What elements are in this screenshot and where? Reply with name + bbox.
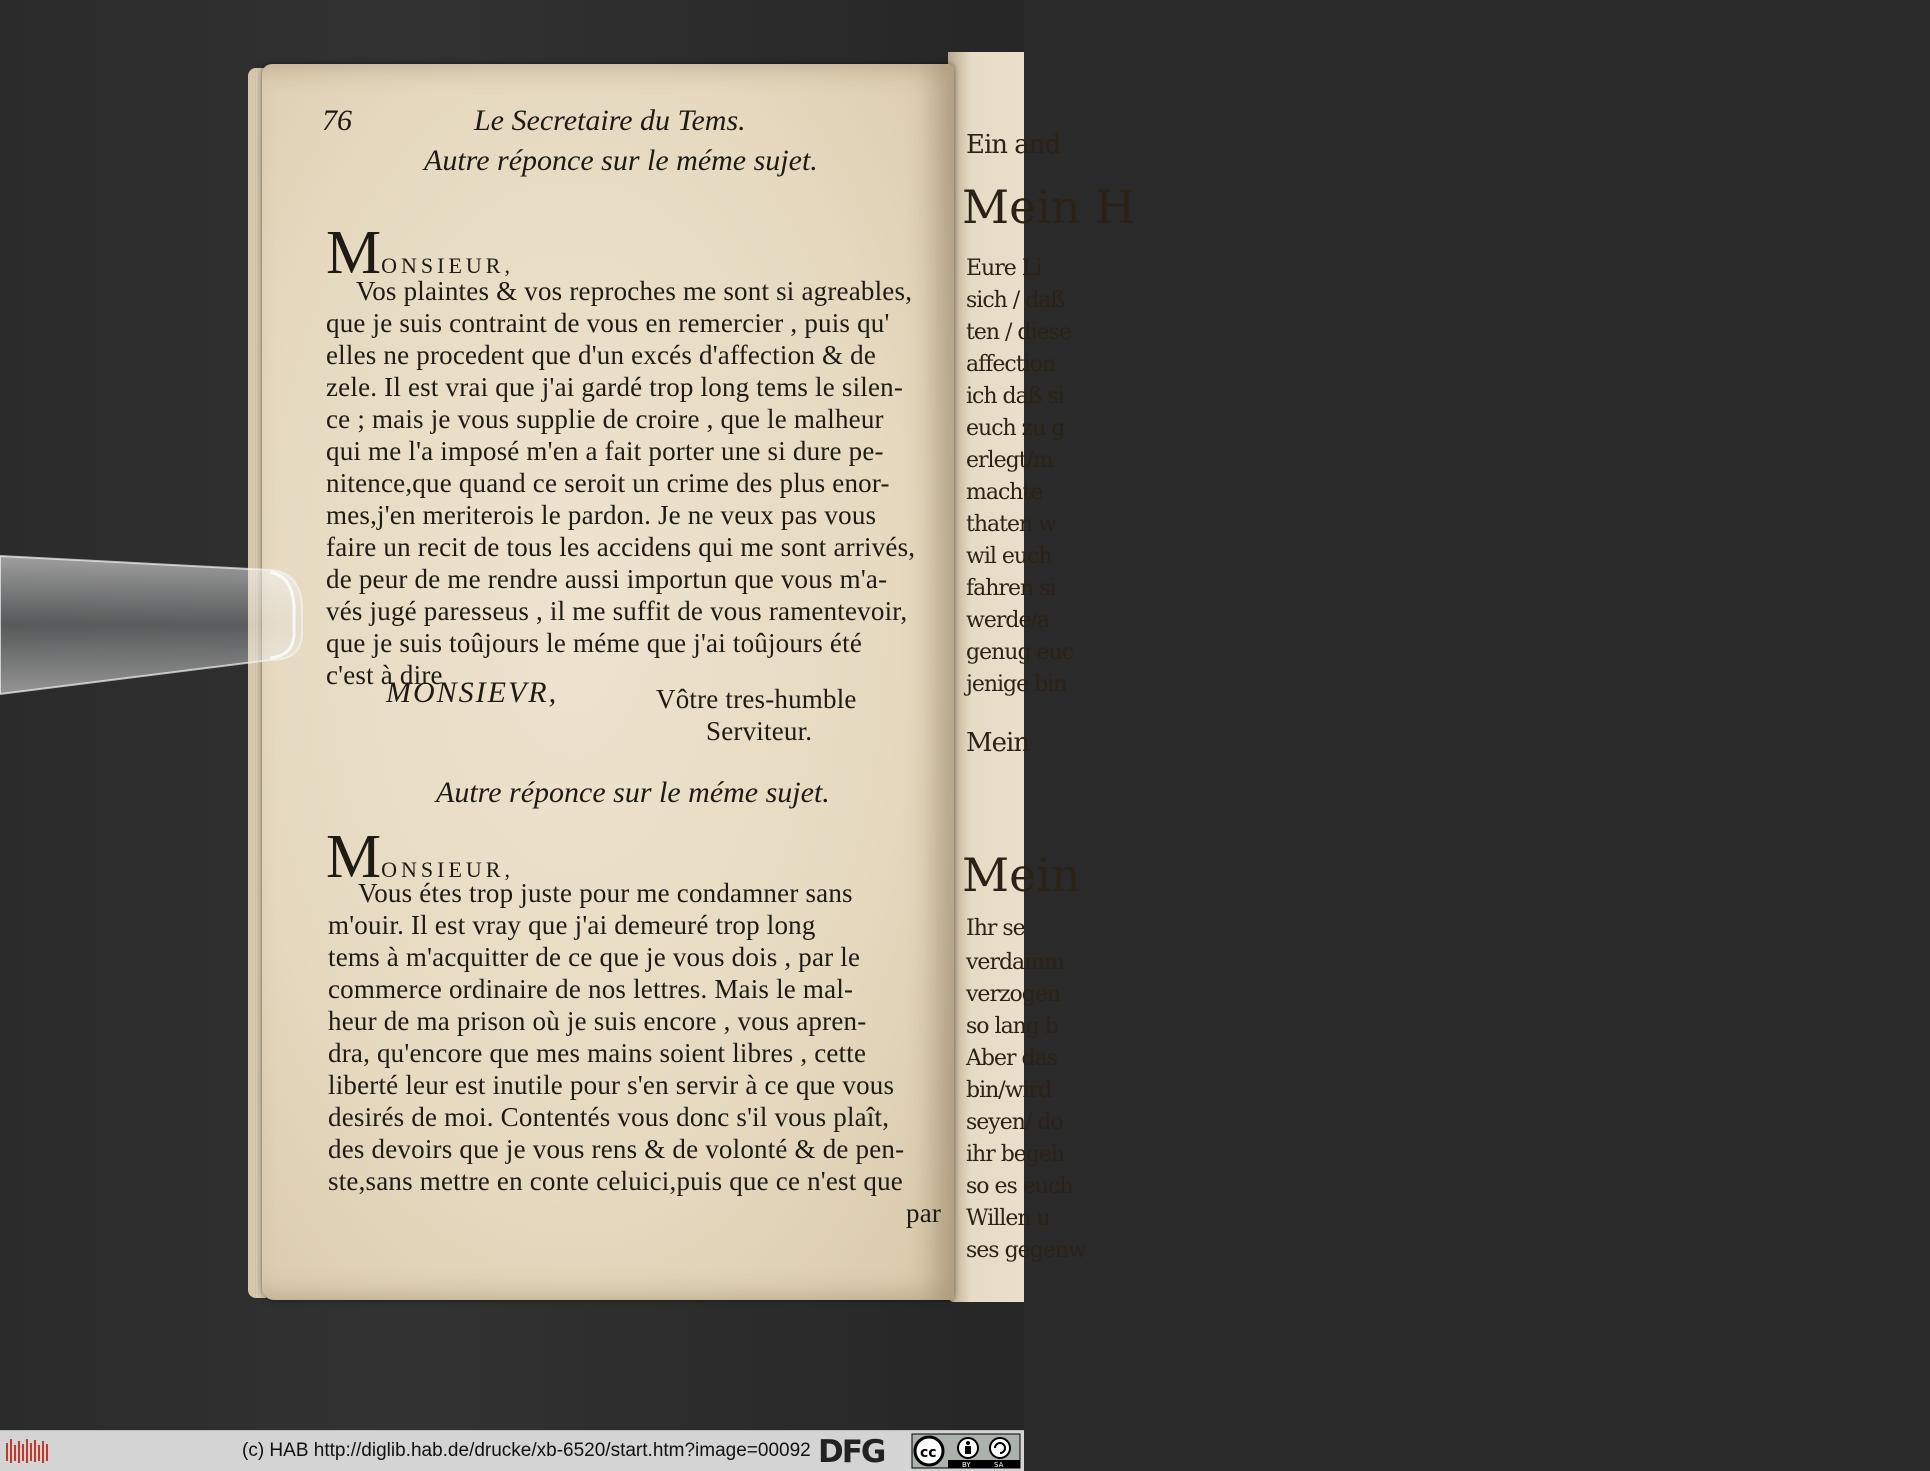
text-line: des devoirs que je vous rens & de volonté & de pen- [328, 1134, 905, 1164]
text-line: zele. Il est vrai que j'ai gardé trop long tems le silen- [326, 372, 904, 402]
facing-line: verzogen [966, 982, 1061, 1007]
text-line: m'ouir. Il est vray que j'ai demeuré trop long [328, 910, 816, 940]
text-line: que je suis toûjours le méme que j'ai toûjours été [326, 628, 862, 658]
salutation-rest: ONSIEUR, [381, 857, 514, 882]
svg-text:cc: cc [920, 1445, 937, 1461]
facing-line: Mein [966, 728, 1030, 758]
text-line: que je suis contraint de vous en remercier , puis qu' [326, 308, 890, 338]
text-line: qui me l'a imposé m'en a fait porter une si dure pe- [326, 436, 884, 466]
footer-bar [0, 1430, 1024, 1471]
cc-by-sa-icon [912, 1434, 1020, 1468]
facing-line: ten / diese [966, 320, 1071, 345]
facing-line: Ein and [966, 130, 1061, 160]
facing-line: so lang b [966, 1014, 1059, 1039]
salutation-rest: ONSIEUR, [381, 253, 514, 278]
text-line: ste,sans mettre en conte celuici,puis que ce n'est que [328, 1166, 903, 1196]
facing-line: so es euch [966, 1174, 1073, 1199]
facing-line: Ihr se [966, 916, 1025, 941]
facing-line: affection [966, 352, 1056, 377]
text-line: dra, qu'encore que mes mains soient libres , cette [328, 1038, 867, 1068]
text-line: commerce ordinaire de nos lettres. Mais le mal- [328, 974, 854, 1004]
facing-line: Mein H [962, 180, 1136, 234]
facing-line: erlegt/m [966, 448, 1053, 473]
facing-line: verdamm [966, 950, 1064, 975]
text-line: desirés de moi. Contentés vous donc s'il vous plaît, [328, 1102, 890, 1132]
facing-line: Mein [962, 848, 1081, 902]
facing-line: euch zu g [966, 416, 1065, 441]
text-line: liberté leur est inutile pour s'en servir à ce que vous [328, 1070, 895, 1100]
running-title: Le Secretaire du Tems. [474, 104, 746, 137]
facing-line: bin/wird [966, 1078, 1052, 1103]
closing-salutation: MONSIEVR, [386, 676, 559, 709]
signature-line: Vôtre tres-humble [656, 684, 857, 714]
catchword: par [906, 1198, 942, 1228]
barcode-logo-icon [6, 1439, 48, 1463]
page-clip [0, 556, 310, 696]
facing-line: ses gegenw [966, 1238, 1086, 1263]
drop-capital: M [326, 823, 382, 891]
facing-line: sich / daß [966, 288, 1065, 313]
facing-line: ihr begeh [966, 1142, 1065, 1167]
signature-line: Serviteur. [706, 716, 813, 746]
text-line: vés jugé paresseus , il me suffit de vous ramentevoir, [326, 596, 908, 626]
facing-line: wil euch [966, 544, 1052, 569]
text-line: nitence,que quand ce seroit un crime des plus enor- [326, 468, 890, 498]
facing-line: werde/a [966, 608, 1049, 633]
facing-line: fahren si [966, 576, 1056, 601]
facing-line: Aber das [966, 1046, 1057, 1071]
text-line: Vos plaintes & vos reproches me sont si agreables, [356, 276, 913, 306]
text-line: de peur de me rendre aussi importun que vous m'a- [326, 564, 888, 594]
letter-heading: Autre réponce sur le méme sujet. [424, 144, 818, 177]
letter-heading: Autre réponce sur le méme sujet. [436, 776, 830, 809]
facing-line: ich daß si [966, 384, 1064, 409]
credit-link[interactable]: (c) HAB http://diglib.hab.de/drucke/xb-6520/start.htm?image=00092 [242, 1440, 811, 1461]
facing-line: machte [966, 480, 1043, 505]
text-line: Vous étes trop juste pour me condamner sans [358, 878, 853, 908]
facing-line: Eure Li [966, 256, 1042, 281]
text-line: mes,j'en meriterois le pardon. Je ne veux pas vous [326, 500, 877, 530]
page-number: 76 [322, 104, 352, 137]
svg-text:BY: BY [962, 1461, 971, 1469]
text-line: c'est à dire [326, 660, 443, 690]
text-line: tems à m'acquitter de ce que je vous dois , par le [328, 942, 861, 972]
dfg-logo: DFG [818, 1434, 885, 1470]
text-line: elles ne procedent que d'un excés d'affection & de [326, 340, 877, 370]
svg-text:SA: SA [994, 1461, 1004, 1469]
facing-line: thaten w [966, 512, 1056, 537]
facing-line: Willen u [966, 1206, 1050, 1231]
text-line: faire un recit de tous les accidens qui me sont arrivés, [326, 532, 916, 562]
drop-capital: M [326, 219, 382, 287]
facing-line: genug euc [966, 640, 1074, 665]
facing-line: seyen/ do [966, 1110, 1063, 1135]
facing-line: jenige bin [966, 672, 1067, 697]
text-line: heur de ma prison où je suis encore , vous apren- [328, 1006, 867, 1036]
text-line: ce ; mais je vous supplie de croire , que le malheur [326, 404, 884, 434]
